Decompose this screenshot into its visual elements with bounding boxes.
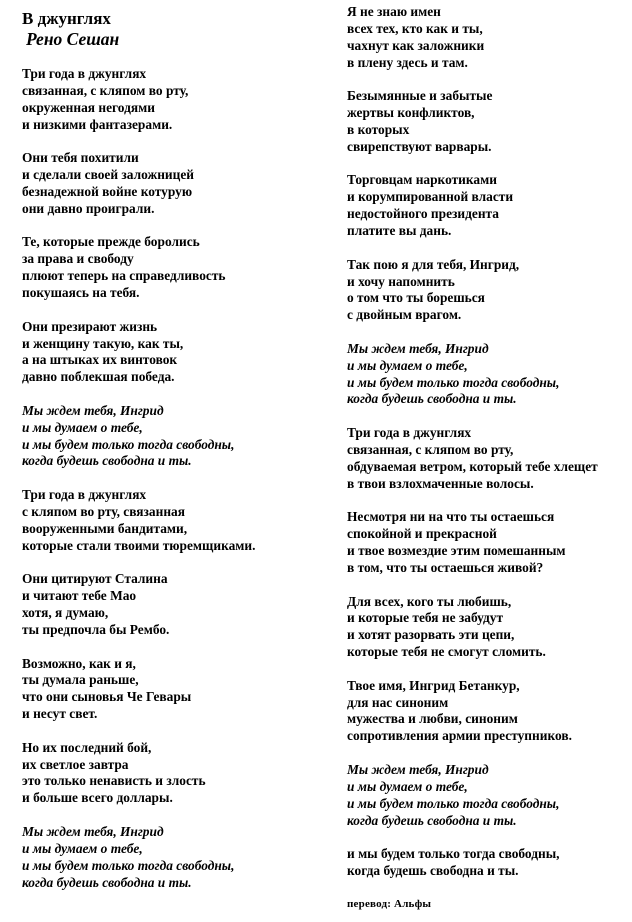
poem-line: и несут свет.: [22, 706, 98, 722]
stanza: [347, 88, 627, 155]
poem-line: когда будешь свободна и ты.: [347, 812, 517, 828]
poem-line: Я не знаю имен: [347, 4, 441, 19]
poem-line: и женщину такую, как ты,: [22, 335, 184, 351]
poem-line: они давно проиграли.: [22, 200, 155, 216]
poem-line: и мы думаем о тебе,: [22, 419, 143, 435]
poem-line: Мы ждем тебя, Ингрид: [22, 402, 164, 418]
poem-line: которые тебя не смогут сломить.: [347, 644, 546, 660]
poem-line: Возможно, как и я,: [22, 655, 136, 671]
poem-title: В джунглях: [22, 9, 111, 28]
poem-line: которые стали твоими тюремщиками.: [22, 537, 256, 553]
poem-line: Мы ждем тебя, Ингрид: [22, 823, 164, 839]
stanza: [347, 509, 627, 576]
poem-line: их светлое завтра: [22, 756, 129, 772]
poem-line: и корумпированной власти: [347, 189, 514, 205]
poem-line: и мы думаем о тебе,: [22, 840, 143, 856]
poem-line: Для всех, кого ты любишь,: [347, 593, 512, 609]
translation-credit: перевод: Альфы: [347, 897, 432, 910]
stanza: [347, 678, 627, 745]
poem-line: мужества и любви, синоним: [347, 711, 518, 727]
poem-line: Три года в джунглях: [22, 487, 147, 503]
poem-line: Торговцам наркотиками: [347, 172, 497, 188]
poem-line: ты думала раньше,: [22, 672, 139, 688]
poem-line: Так пою я для тебя, Ингрид,: [347, 256, 520, 272]
stanza: [347, 172, 627, 239]
poem-line: сопротивления армии преступников.: [347, 728, 572, 744]
poem-line: с двойным врагом.: [347, 307, 462, 323]
poem-line: в твои взлохмаченные волосы.: [347, 475, 534, 491]
poem-line: Они презирают жизнь: [22, 318, 158, 334]
poem-line: Они тебя похитили: [22, 150, 139, 166]
refrain-stanza: [347, 762, 627, 829]
poem-line: Они цитируют Сталина: [22, 571, 168, 587]
poem-line: и низкими фантазерами.: [22, 116, 173, 132]
stanza: [22, 150, 322, 217]
stanza: [22, 656, 322, 723]
stanza: [22, 571, 322, 638]
poem-line: безнадежной войне котурую: [22, 183, 193, 199]
poem-line: и читают тебе Мао: [22, 588, 137, 604]
poem-line: чахнут как заложники: [347, 37, 485, 53]
poem-line: плюют теперь на справедливость: [22, 268, 226, 284]
poem-line: в которых: [347, 121, 410, 137]
poem-line: Мы ждем тебя, Ингрид: [347, 340, 489, 356]
left-stanzas: [22, 66, 322, 891]
refrain-stanza: [22, 824, 322, 891]
poem-line: и хотят разорвать эти цепи,: [347, 627, 515, 643]
left-column: [22, 0, 322, 908]
poem-line: и мы думаем о тебе,: [347, 778, 468, 794]
poem-line: Три года в джунглях: [347, 425, 472, 441]
poem-line: и мы будем только тогда свободны,: [22, 436, 235, 452]
stanza: [22, 66, 322, 133]
poem-line: и сделали своей заложницей: [22, 167, 194, 183]
poem-line: платите вы дань.: [347, 222, 452, 238]
poem-line: жертвы конфликтов,: [347, 105, 475, 121]
stanza: [22, 234, 322, 301]
poem-line: когда будешь свободна и ты.: [347, 391, 517, 407]
stanza: [347, 257, 627, 324]
stanza: [347, 4, 627, 71]
stanza: [347, 846, 627, 880]
poem-line: в том, что ты остаешься живой?: [347, 559, 544, 575]
poem-line: Твое имя, Ингрид Бетанкур,: [347, 677, 520, 693]
poem-line: и мы будем только тогда свободны,: [347, 795, 560, 811]
poem-line: связанная, с кляпом во рту,: [347, 441, 514, 457]
poem-line: ты предпочла бы Рембо.: [22, 621, 170, 637]
poem-line: за права и свободу: [22, 251, 134, 267]
poem-line: с кляпом во рту, связанная: [22, 503, 185, 519]
refrain-stanza: [22, 403, 322, 470]
poem-line: и твое возмездие этим помешанным: [347, 543, 566, 558]
poem-line: давно поблекшая победа.: [22, 369, 175, 385]
stanza: [22, 740, 322, 807]
poem-line: в плену здесь и там.: [347, 54, 468, 70]
poem-line: связанная, с кляпом во рту,: [22, 82, 189, 98]
poem-line: недостойного президента: [347, 206, 499, 222]
poem-line: и мы будем только тогда свободны,: [347, 846, 560, 862]
poem-line: обдуваемая ветром, который тебе хлещет: [347, 458, 598, 474]
poem-line: для нас синоним: [347, 694, 449, 710]
poem-line: и которые тебя не забудут: [347, 610, 504, 626]
poem-line: окруженная негодями: [22, 99, 155, 115]
poem-line: всех тех, кто как и ты,: [347, 20, 483, 36]
poem-line: спокойной и прекрасной: [347, 526, 497, 542]
poem-line: покушаясь на тебя.: [22, 284, 140, 300]
poem-line: это только ненависть и злость: [22, 773, 206, 789]
poem-line: Несмотря ни на что ты остаешься: [347, 509, 555, 525]
poem-line: Три года в джунглях: [22, 66, 147, 81]
refrain-stanza: [347, 341, 627, 408]
poem-line: и больше всего доллары.: [22, 790, 173, 806]
poem-line: и хочу напомнить: [347, 273, 455, 289]
poem-line: когда будешь свободна и ты.: [22, 453, 192, 469]
stanza: [22, 319, 322, 386]
poem-line: и мы будем только тогда свободны,: [22, 857, 235, 873]
poem-line: когда будешь свободна и ты.: [22, 874, 192, 890]
poem-line: Мы ждем тебя, Ингрид: [347, 761, 489, 777]
poem-line: Но их последний бой,: [22, 739, 152, 755]
stanza: [22, 487, 322, 554]
poem-line: когда будешь свободна и ты.: [347, 863, 519, 879]
poem-line: хотя, я думаю,: [22, 605, 109, 620]
poem-line: а на штыках их винтовок: [22, 352, 178, 368]
poem-line: вооруженными бандитами,: [22, 520, 188, 536]
stanza: [347, 594, 627, 661]
poem-line: что они сыновья Че Гевары: [22, 689, 192, 705]
poem-line: о том что ты борешься: [347, 290, 485, 306]
poem-line: свирепствуют варвары.: [347, 138, 492, 154]
poem-line: и мы думаем о тебе,: [347, 357, 468, 373]
right-stanzas: [347, 4, 627, 880]
poem-line: Те, которые прежде боролись: [22, 234, 200, 250]
right-column: [347, 0, 627, 911]
poem-author: Рено Сешан: [26, 29, 120, 49]
poem-line: Безымянные и забытые: [347, 88, 493, 104]
stanza: [347, 425, 627, 492]
poem-line: и мы будем только тогда свободны,: [347, 374, 560, 390]
